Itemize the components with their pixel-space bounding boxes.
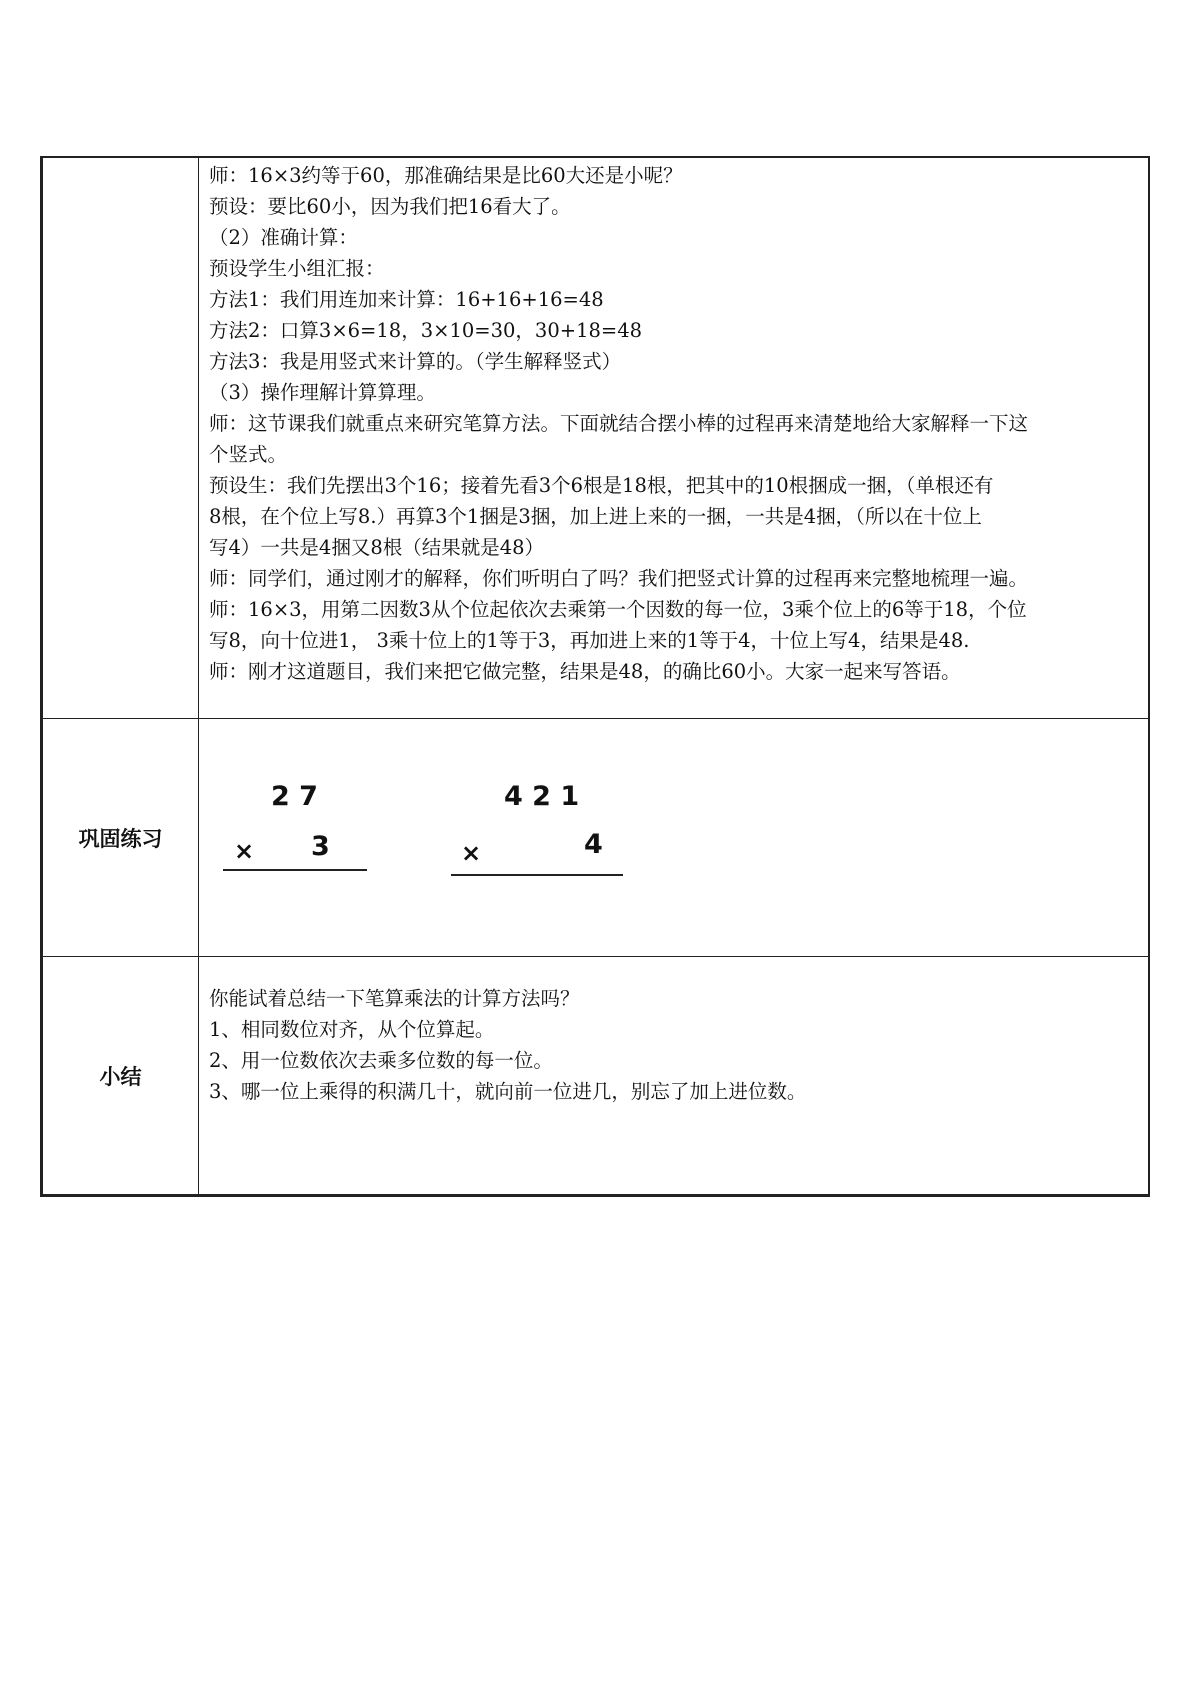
summary-line: 2、用一位数依次去乘多位数的每一位。	[209, 1049, 553, 1072]
summary-line: 1、相同数位对齐，从个位算起。	[209, 1018, 495, 1041]
process-line: （2）准确计算：	[209, 226, 358, 249]
problem2-multiplier: 4	[584, 829, 603, 860]
process-line: 师：同学们，通过刚才的解释，你们听明白了吗？我们把竖式计算的过程再来完整地梳理一遍。	[209, 567, 1029, 590]
process-line: 个竖式。	[209, 443, 288, 466]
problem2-multiplicand: 4 2 1	[504, 781, 580, 812]
process-line: 写4）一共是4捆又8根（结果就是48）	[209, 536, 545, 559]
summary-row	[42, 957, 1150, 1196]
process-line: 师：16×3约等于60，那准确结果是比60大还是小呢？	[209, 164, 683, 187]
process-row	[42, 157, 1150, 719]
process-line: 写8，向十位进1， 3乘十位上的1等于3，再加进上来的1等于4，十位上写4，结果是48.	[209, 629, 970, 652]
process-content-cell	[199, 157, 1150, 719]
problem2-times-sign: ×	[461, 839, 482, 867]
multiplication-problem-2	[199, 719, 1148, 956]
problem2-underline	[451, 874, 623, 876]
summary-text	[209, 957, 1138, 1107]
summary-label: 小结	[42, 957, 199, 1196]
summary-line: 3、哪一位上乘得的积满几十，就向前一位进几，别忘了加上进位数。	[209, 1080, 807, 1103]
summary-content-cell	[199, 957, 1150, 1196]
problem1-multiplicand: 2 7	[271, 781, 318, 812]
problem1-times-sign: ×	[234, 837, 255, 865]
process-line: 8根，在个位上写8.）再算3个1捆是3捆，加上进上来的一捆，一共是4捆，（所以在十位上	[209, 505, 982, 528]
process-line: 预设生：我们先摆出3个16；接着先看3个6根是18根，把其中的10根捆成一捆，（单根还有	[209, 474, 994, 497]
process-label-cell	[42, 157, 199, 719]
process-text	[209, 158, 1138, 687]
lesson-plan-table	[40, 156, 1150, 1197]
summary-line: 你能试着总结一下笔算乘法的计算方法吗？	[209, 987, 580, 1010]
process-line: 方法2：口算3×6=18，3×10=30，30+18=48	[209, 319, 643, 342]
process-line: 预设：要比60小，因为我们把16看大了。	[209, 195, 571, 218]
practice-content-cell	[199, 719, 1150, 957]
process-line: 方法1：我们用连加来计算：16+16+16=48	[209, 288, 604, 311]
practice-label: 巩固练习	[42, 719, 199, 957]
process-line: 师：16×3，用第二因数3从个位起依次去乘第一个因数的每一位，3乘个位上的6等于18，个位	[209, 598, 1027, 621]
process-line: 方法3：我是用竖式来计算的。（学生解释竖式）	[209, 350, 622, 373]
problem1-multiplier: 3	[311, 831, 330, 862]
process-line: 预设学生小组汇报：	[209, 257, 385, 280]
process-line: （3）操作理解计算算理。	[209, 381, 436, 404]
process-line: 师：刚才这道题目，我们来把它做完整，结果是48，的确比60小。大家一起来写答语。	[209, 660, 961, 683]
process-line: 师：这节课我们就重点来研究笔算方法。下面就结合摆小棒的过程再来清楚地给大家解释一下这	[209, 412, 1029, 435]
practice-row	[42, 719, 1150, 957]
